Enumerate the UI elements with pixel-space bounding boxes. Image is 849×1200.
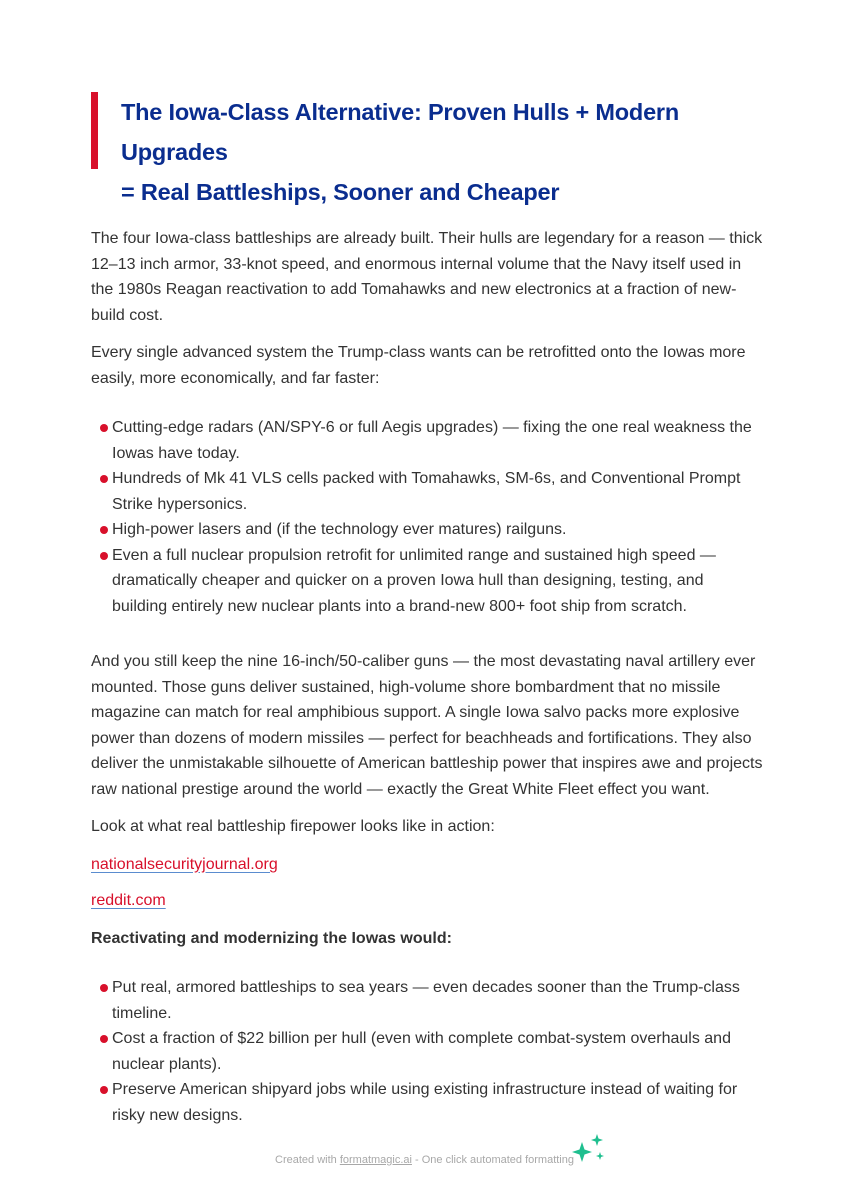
section-heading	[91, 92, 763, 212]
list-item: Preserve American shipyard jobs while using existing infrastructure instead of waiting for risky new designs.	[91, 1077, 763, 1128]
document-page	[91, 92, 763, 1158]
heading-line-1: The Iowa-Class Alternative: Proven Hulls + Modern Upgrades	[121, 99, 680, 165]
bullet-dot-icon	[100, 552, 108, 560]
bullet-dot-icon	[100, 1035, 108, 1043]
footer	[0, 1154, 849, 1166]
footer-suffix: - One click automated formatting	[411, 1154, 574, 1166]
reddit-link[interactable]: reddit.com	[91, 892, 166, 909]
retrofit-paragraph: Every single advanced system the Trump-class wants can be retrofitted onto the Iowas more easily, more economically, and far faster:	[91, 344, 746, 387]
intro-paragraph: The four Iowa-class battleships are already built. Their hulls are legendary for a reason — thick 12–13 inch armor, 33-knot speed, and enormous internal volume that the Navy itself used in the 1980s Reagan reactivation to add Tomahawks and new electronics at a fraction of new-build cost.	[91, 230, 763, 324]
footer-prefix: Created with	[275, 1154, 340, 1166]
nationalsecurityjournal-link[interactable]: nationalsecurityjournal.org	[91, 855, 278, 873]
formatmagic-link[interactable]: formatmagic.ai	[339, 1154, 412, 1166]
list-item: High-power lasers and (if the technology ever matures) railguns.	[91, 517, 763, 543]
reactivating-paragraph: Reactivating and modernizing the Iowas would:	[91, 929, 452, 947]
heading-accent-bar	[91, 92, 98, 169]
list-item: Even a full nuclear propulsion retrofit for unlimited range and sustained high speed — dramatically cheaper and quicker on a proven Iowa hull than designing, testing, and building entirely new nuclear plants into a brand-new 800+ foot ship from scratch.	[91, 543, 763, 620]
bullet-dot-icon	[100, 1086, 108, 1094]
bullet-dot-icon	[100, 475, 108, 483]
list-item: Hundreds of Mk 41 VLS cells packed with Tomahawks, SM-6s, and Conventional Prompt Strike hypersonics.	[91, 466, 763, 517]
list-item: Cutting-edge radars (AN/SPY-6 or full Aegis upgrades) — fixing the one real weakness the Iowas have today.	[91, 415, 763, 466]
heading-title	[121, 92, 763, 212]
systems-list	[91, 415, 763, 619]
list-item: Put real, armored battleships to sea years — even decades sooner than the Trump-class timeline.	[91, 975, 763, 1026]
heading-line-2: = Real Battleships, Sooner and Cheaper	[121, 179, 560, 205]
benefits-list	[91, 975, 763, 1128]
list-item: Cost a fraction of $22 billion per hull (even with complete combat-system overhauls and nuclear plants).	[91, 1026, 763, 1077]
bullet-dot-icon	[100, 984, 108, 992]
bullet-dot-icon	[100, 424, 108, 432]
link-line-2	[91, 888, 763, 914]
bullet-dot-icon	[100, 526, 108, 534]
guns-paragraph: And you still keep the nine 16-inch/50-caliber guns — the most devastating naval artillery ever mounted. Those guns deliver sustained, high-volume shore bombardment that no missile magazine can match for real amphibious support. A single Iowa salvo packs more explosive power than dozens of modern missiles — perfect for beachheads and fortifications. They also deliver the unmistakable silhouette of American battleship power that inspires awe and projects raw national prestige around the world — exactly the Great White Fleet effect you want.	[91, 653, 763, 798]
look-paragraph: Look at what real battleship firepower looks like in action:	[91, 818, 495, 835]
link-line-1	[91, 852, 763, 878]
